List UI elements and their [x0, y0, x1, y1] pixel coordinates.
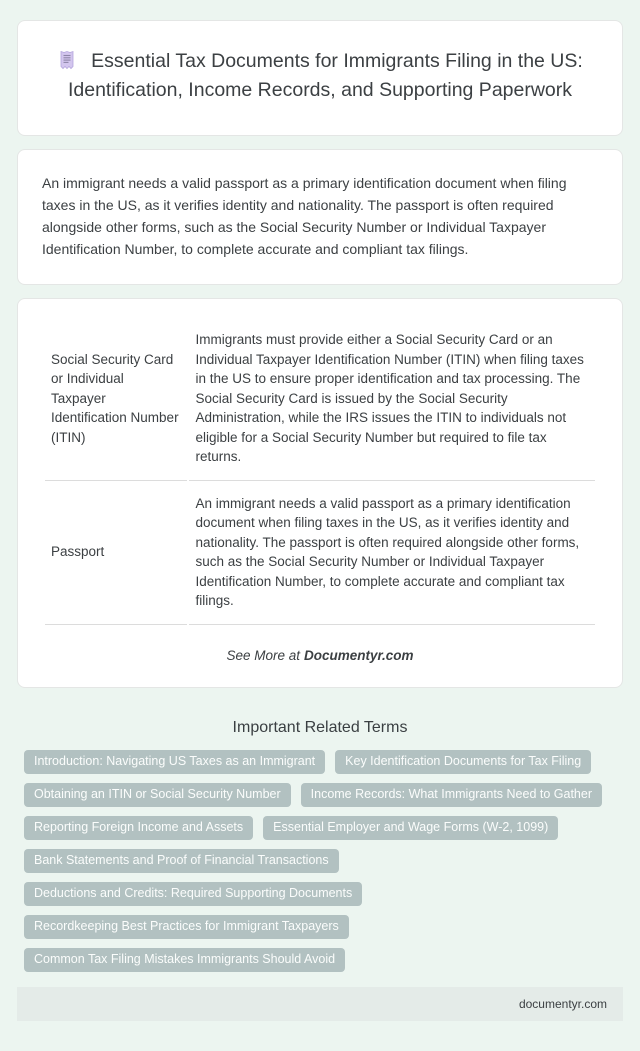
- definition-table: [43, 317, 597, 627]
- table-row: [45, 319, 595, 481]
- related-term-tag[interactable]: Bank Statements and Proof of Financial Transactions: [24, 849, 339, 873]
- term-cell: Passport: [45, 483, 187, 625]
- title-card: [17, 20, 623, 136]
- description-cell: An immigrant needs a valid passport as a primary identification document when filing taxes in the US, as it verifies identity and nationality. The passport is often required alongside other forms, such as the Social Security Number or Individual Taxpayer Identification Number, to complete accurate and compliant tax filings.: [189, 483, 595, 625]
- related-term-tag[interactable]: Income Records: What Immigrants Need to Gather: [301, 783, 602, 807]
- page-title: [46, 47, 594, 105]
- table-row: [45, 483, 595, 625]
- related-term-tag[interactable]: Reporting Foreign Income and Assets: [24, 816, 253, 840]
- footer-site-label: documentyr.com: [518, 996, 607, 1011]
- summary-card: [17, 149, 623, 285]
- see-more-line: [43, 648, 597, 663]
- related-term-tag[interactable]: Essential Employer and Wage Forms (W-2, 1099): [263, 816, 558, 840]
- related-term-tag[interactable]: Obtaining an ITIN or Social Security Number: [24, 783, 291, 807]
- related-terms-heading: Important Related Terms: [232, 718, 408, 736]
- definition-table-card: [17, 298, 623, 688]
- see-more-prefix: See More at: [226, 647, 300, 663]
- related-term-tag[interactable]: Common Tax Filing Mistakes Immigrants Should Avoid: [24, 948, 345, 972]
- term-cell: Social Security Card or Individual Taxpayer Identification Number (ITIN): [45, 319, 187, 481]
- brand-name: Documentyr.com: [304, 647, 414, 663]
- footer-bar: [17, 987, 623, 1021]
- related-terms-list: [17, 750, 623, 972]
- related-term-tag[interactable]: Key Identification Documents for Tax Filing: [335, 750, 591, 774]
- page-title-text: Essential Tax Documents for Immigrants Filing in the US: Identification, Income Records, and Supporting Paperwork: [67, 50, 583, 101]
- description-cell: Immigrants must provide either a Social Security Card or an Individual Taxpayer Identification Number (ITIN) when filing taxes in the US to ensure proper identification and tax processing. The Social Security Card is issued by the Social Security Administration, while the IRS issues the ITIN to individuals not eligible for a Social Security Number but required to file tax returns.: [189, 319, 595, 481]
- related-term-tag[interactable]: Deductions and Credits: Required Supporting Documents: [24, 882, 362, 906]
- receipt-icon: [57, 50, 77, 70]
- related-term-tag[interactable]: Introduction: Navigating US Taxes as an Immigrant: [24, 750, 325, 774]
- related-term-tag[interactable]: Recordkeeping Best Practices for Immigrant Taxpayers: [24, 915, 349, 939]
- summary-text: An immigrant needs a valid passport as a primary identification document when filing taxes in the US, as it verifies identity and nationality. The passport is often required alongside other forms, such as the Social Security Number or Individual Taxpayer Identification Number, to complete accurate and compliant tax filings.: [42, 175, 567, 257]
